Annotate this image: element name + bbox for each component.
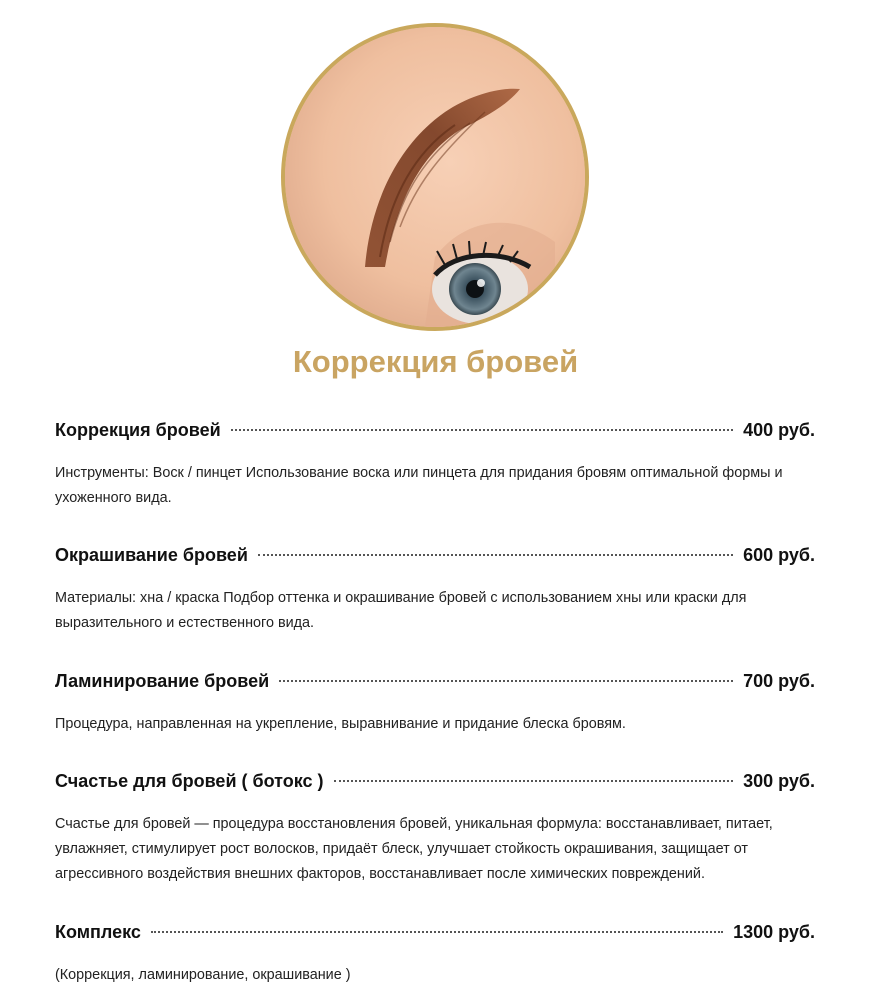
service-name: Счастье для бровей ( ботокс ) — [55, 771, 324, 791]
service-name: Комплекс — [55, 922, 141, 942]
service-item-brow-correction — [55, 420, 815, 511]
service-description: Счастье для бровей — процедура восстановления бровей, уникальная формула: восстанавливает, питает, увлажняет, стимулирует рост волосков, придаёт блеск, улучшает стойкость окрашивания, защищает от агрессивного воздействия внешних факторов, восстанавливает после химических повреждений. — [55, 816, 773, 882]
dotted-leader — [279, 680, 733, 682]
service-description: Процедура, направленная на укрепление, выравнивание и придание блеска бровям. — [55, 716, 626, 732]
service-header — [55, 545, 815, 573]
dotted-leader — [258, 554, 733, 556]
service-description: (Коррекция, ламинирование, окрашивание ) — [55, 967, 351, 983]
service-header — [55, 771, 815, 799]
service-name: Окрашивание бровей — [55, 545, 248, 565]
service-item-complex — [55, 922, 815, 988]
service-name: Ламинирование бровей — [55, 671, 270, 691]
service-description: Инструменты: Воск / пинцет Использование воска или пинцета для придания бровям оптимальной формы и ухоженного вида. — [55, 465, 783, 506]
service-price: 300 руб. — [743, 771, 815, 791]
service-price: 400 руб. — [743, 420, 815, 440]
dotted-leader — [334, 780, 734, 782]
service-item-brow-lamination — [55, 671, 815, 737]
service-header — [55, 420, 815, 448]
section-title: Коррекция бровей — [292, 344, 579, 379]
eyebrow-photo — [281, 23, 589, 331]
service-item-brow-tinting — [55, 545, 815, 636]
service-header — [55, 671, 815, 699]
service-price: 700 руб. — [743, 671, 815, 691]
service-name: Коррекция бровей — [55, 420, 221, 440]
service-header — [55, 922, 815, 950]
dotted-leader — [231, 429, 733, 431]
service-item-brow-botox — [55, 771, 815, 887]
service-price: 600 руб. — [743, 545, 815, 565]
service-price: 1300 руб. — [733, 922, 815, 942]
service-description: Материалы: хна / краска Подбор оттенка и окрашивание бровей с использованием хны или краски для выразительного и естественного вида. — [55, 590, 747, 631]
dotted-leader — [151, 931, 723, 933]
eyebrow-photo-illustration — [285, 27, 585, 327]
